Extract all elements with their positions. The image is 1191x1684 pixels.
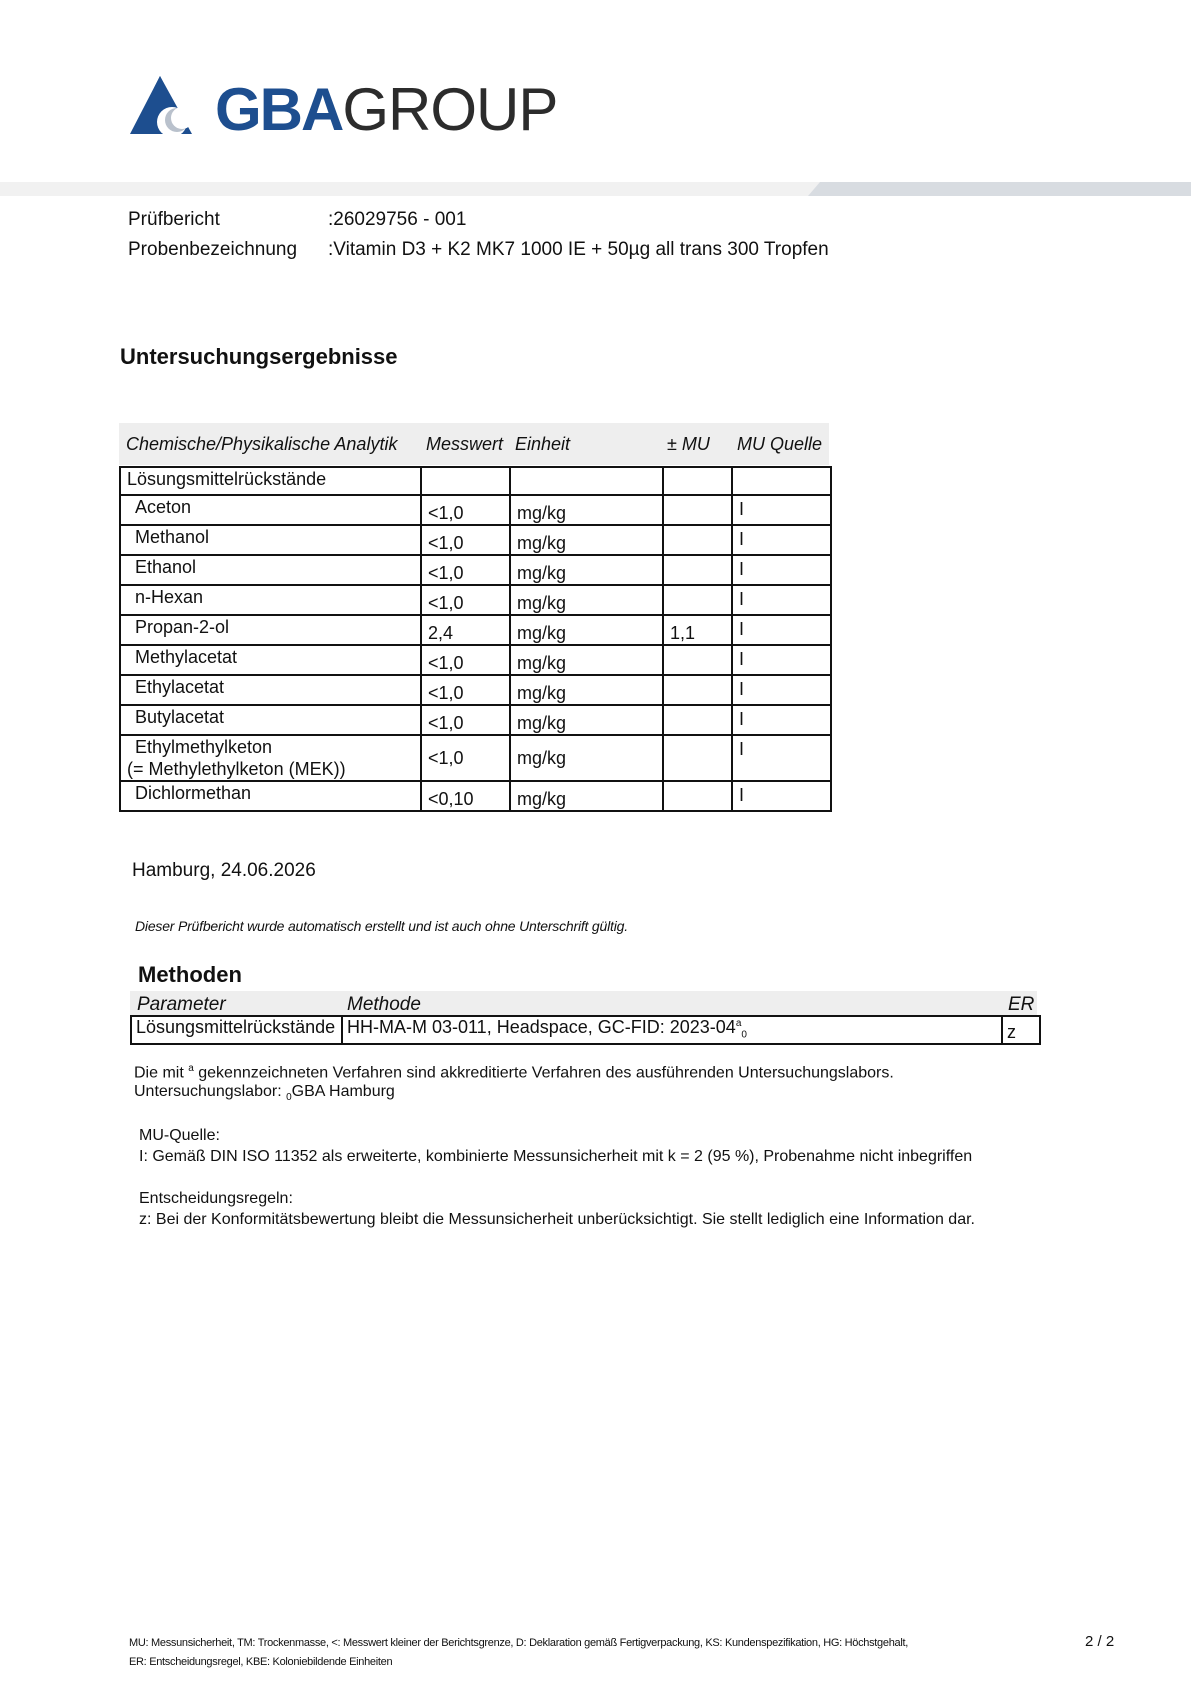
analyte-name-line1: Ethylmethylketon xyxy=(135,737,273,757)
table-row xyxy=(120,735,831,781)
mu-value xyxy=(663,585,732,615)
measured-value: <1,0 xyxy=(421,705,510,735)
col-header-parameter: Parameter xyxy=(137,994,226,1015)
mu-source: I xyxy=(732,705,831,735)
decision-rule: z xyxy=(1002,1016,1040,1044)
accreditation-note: Die mit $^a$ gekennzeichneten Verfahren sind akkreditierte Verfahren des ausführenden Untersuchungslabors. xyxy=(134,1063,894,1082)
table-row xyxy=(120,585,831,615)
analyte-name: n-Hexan xyxy=(120,585,421,615)
mu-source: I xyxy=(732,735,831,781)
results-heading: Untersuchungsergebnisse xyxy=(120,344,398,369)
mu-source-text: I: Gemäß DIN ISO 11352 als erweiterte, kombinierte Messunsicherheit mit k = 2 (95 %), Probenahme nicht inbegriffen xyxy=(139,1148,973,1165)
analyte-name-line2: (= Methylethylketon (MEK)) xyxy=(127,759,346,779)
mu-source: I xyxy=(732,781,831,811)
col-header-methode: Methode xyxy=(347,994,421,1015)
mu-source: I xyxy=(732,585,831,615)
place-date: Hamburg, 24.06.2026 xyxy=(132,860,316,881)
footer-abbreviations-1: MU: Messunsicherheit, TM: Trockenmasse, <: Messwert kleiner der Berichtsgrenze, D: Deklaration gemäß Fertigverpackung, KS: Kundenspezifikation, HG: Höchstgehalt, xyxy=(129,1637,908,1649)
mu-value xyxy=(663,555,732,585)
mu-value xyxy=(663,645,732,675)
measured-value: <0,10 xyxy=(421,781,510,811)
unit: mg/kg xyxy=(510,675,663,705)
analyte-name: Butylacetat xyxy=(120,705,421,735)
analyte-name: Ethanol xyxy=(120,555,421,585)
report-number-value: :26029756 - 001 xyxy=(328,209,467,230)
group-label: Lösungsmittelrückstände xyxy=(120,467,421,495)
col-header-mu: ± MU xyxy=(667,434,710,454)
methods-table-header xyxy=(130,991,1037,1015)
table-row xyxy=(120,615,831,645)
company-logo-text: GBAGROUP xyxy=(215,76,558,143)
table-row xyxy=(120,495,831,525)
mu-source: I xyxy=(732,555,831,585)
col-header-einheit: Einheit xyxy=(515,434,571,454)
mu-source: I xyxy=(732,615,831,645)
table-row xyxy=(131,1016,1040,1044)
method-parameter: Lösungsmittelrückstände xyxy=(131,1016,342,1044)
page-number: 2 / 2 xyxy=(1085,1633,1115,1650)
unit: mg/kg xyxy=(510,555,663,585)
table-row xyxy=(120,555,831,585)
unit: mg/kg xyxy=(510,525,663,555)
measured-value: <1,0 xyxy=(421,585,510,615)
col-header-analytik: Chemische/Physikalische Analytik xyxy=(126,434,398,454)
measured-value: <1,0 xyxy=(421,675,510,705)
report-number-label: Prüfbericht xyxy=(128,209,220,230)
analyte-name: Aceton xyxy=(120,495,421,525)
measured-value: <1,0 xyxy=(421,525,510,555)
auto-generated-note: Dieser Prüfbericht wurde automatisch erstellt und ist auch ohne Unterschrift gültig. xyxy=(135,918,628,934)
methods-table xyxy=(130,1015,1041,1045)
measured-value: 2,4 xyxy=(421,615,510,645)
mu-source: I xyxy=(732,675,831,705)
unit: mg/kg xyxy=(510,735,663,781)
table-row xyxy=(120,645,831,675)
sample-name-value: :Vitamin D3 + K2 MK7 1000 IE + 50µg all trans 300 Tropfen xyxy=(328,239,829,260)
analyte-name: Dichlormethan xyxy=(120,781,421,811)
unit: mg/kg xyxy=(510,585,663,615)
table-row xyxy=(120,705,831,735)
analyte-name: Methylacetat xyxy=(120,645,421,675)
header-band xyxy=(0,182,1191,198)
mu-value xyxy=(663,705,732,735)
mu-source: I xyxy=(732,495,831,525)
measured-value: <1,0 xyxy=(421,735,510,781)
lab-info: Untersuchungslabor: $_0$GBA Hamburg xyxy=(134,1083,395,1104)
table-group-row xyxy=(120,467,831,495)
unit: mg/kg xyxy=(510,781,663,811)
mu-value xyxy=(663,495,732,525)
mu-value xyxy=(663,675,732,705)
method-description xyxy=(342,1016,1002,1044)
unit: mg/kg xyxy=(510,495,663,525)
mu-value xyxy=(663,735,732,781)
col-header-er: ER xyxy=(1008,994,1035,1015)
footer-abbreviations-2: ER: Entscheidungsregel, KBE: Koloniebildende Einheiten xyxy=(129,1656,393,1668)
sample-name-label: Probenbezeichnung xyxy=(128,239,298,260)
measured-value: <1,0 xyxy=(421,495,510,525)
lab-name: GBA Hamburg xyxy=(291,1083,395,1100)
mu-source: I xyxy=(732,645,831,675)
mu-value xyxy=(663,525,732,555)
results-table xyxy=(119,466,832,812)
unit: mg/kg xyxy=(510,705,663,735)
unit: mg/kg xyxy=(510,615,663,645)
lab-mark: 0 xyxy=(741,1029,747,1041)
analyte-name xyxy=(120,735,421,781)
accreditation-sup: a xyxy=(188,1063,194,1074)
table-row xyxy=(120,781,831,811)
gba-logo-mark xyxy=(130,76,202,136)
mu-source: I xyxy=(732,525,831,555)
method-text: HH-MA-M 03-011, Headspace, GC-FID: 2023-04 xyxy=(347,1017,736,1037)
methods-heading: Methoden xyxy=(138,962,242,987)
table-row xyxy=(120,525,831,555)
analyte-name: Propan-2-ol xyxy=(120,615,421,645)
col-header-mu-quelle: MU Quelle xyxy=(737,434,823,454)
table-row xyxy=(120,675,831,705)
mu-value: 1,1 xyxy=(663,615,732,645)
mu-value xyxy=(663,781,732,811)
unit: mg/kg xyxy=(510,645,663,675)
measured-value: <1,0 xyxy=(421,555,510,585)
accreditation-mark: a xyxy=(735,1018,742,1029)
col-header-messwert: Messwert xyxy=(426,434,504,454)
mu-source-title: MU-Quelle: xyxy=(139,1127,220,1144)
decision-rules-title: Entscheidungsregeln: xyxy=(139,1190,293,1207)
analyte-name: Ethylacetat xyxy=(120,675,421,705)
measured-value: <1,0 xyxy=(421,645,510,675)
decision-rules-text: z: Bei der Konformitätsbewertung bleibt die Messunsicherheit unberücksichtigt. Sie stellt lediglich eine Information dar. xyxy=(139,1211,975,1228)
analyte-name: Methanol xyxy=(120,525,421,555)
